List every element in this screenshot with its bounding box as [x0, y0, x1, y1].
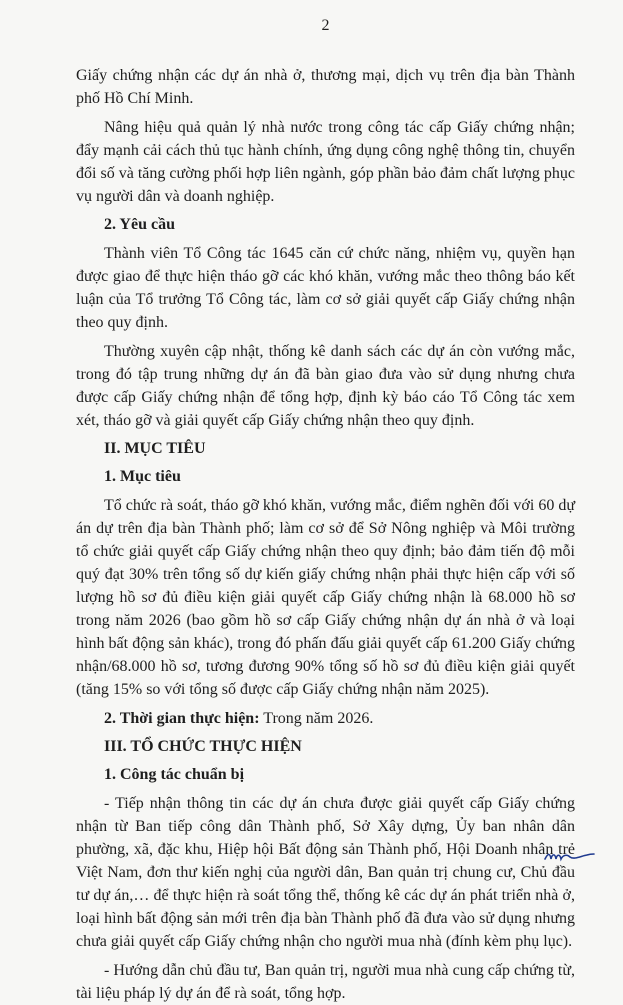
paragraph-regular-updates: Thường xuyên cập nhật, thống kê danh sách các dự án còn vướng mắc, trong đó tập trung những dự án đã bàn giao đưa vào sử dụng nhưng chưa được cấp Giấy chứng nhận để tổng hợp, định kỳ báo cáo Tổ Công tác xem xét, tháo gỡ và giải quyết cấp Giấy chứng nhận theo quy định. — [76, 343, 575, 429]
timeline-value: Trong năm 2026. — [259, 710, 374, 727]
initials-signature — [543, 845, 595, 867]
page-number: 2 — [321, 17, 330, 34]
paragraph-intro-continued: Giấy chứng nhận các dự án nhà ở, thương mại, dịch vụ trên địa bàn Thành phố Hồ Chí Minh. — [76, 67, 575, 107]
heading-section-objectives: II. MỤC TIÊU — [104, 440, 206, 457]
paragraph-guidance: - Hướng dẫn chủ đầu tư, Ban quản trị, người mua nhà cung cấp chứng từ, tài liệu pháp lý dự án để rà soát, tổng hợp. — [76, 962, 575, 1002]
heading-requirements: 2. Yêu cầu — [104, 216, 175, 233]
paragraph-objectives-detail: Tổ chức rà soát, tháo gỡ khó khăn, vướng mắc, điểm nghẽn đối với 60 dự án dự trên địa bàn Thành phố; làm cơ sở để Sở Nông nghiệp và Môi trường tổ chức giải quyết cấp Giấy chứng nhận theo quy định; bảo đảm tiến độ mỗi quý đạt 30% trên tổng số dự kiến giấy chứng nhận phải thực hiện cấp với số lượng hồ sơ đủ điều kiện giải quyết cấp Giấy chứng nhận là 68.000 hồ sơ trong năm 2026 (bao gồm hồ sơ cấp Giấy chứng nhận dự án nhà ở và loại hình bất động sản khác), trong đó phấn đấu giải quyết cấp 61.200 Giấy chứng nhận/68.000 hồ sơ, tương đương 90% tổng số hồ sơ đủ điều kiện giải quyết (tăng 15% so với tổng số được cấp Giấy chứng nhận năm 2025). — [76, 497, 575, 698]
heading-section-implementation: III. TỔ CHỨC THỰC HIỆN — [104, 738, 302, 755]
timeline-label: 2. Thời gian thực hiện: — [104, 710, 260, 727]
paragraph-receive-information: - Tiếp nhận thông tin các dự án chưa được giải quyết cấp Giấy chứng nhận từ Ban tiếp công dân Thành phố, Sở Xây dựng, Ủy ban nhân dân phường, xã, đặc khu, Hiệp hội Bất động sản Thành phố, Hội Doanh nhân trẻ Việt Nam, đơn thư kiến nghị của người dân, Ban quản trị chung cư, Chủ đầu tư dự án,… để thực hiện rà soát tổng thể, thống kê các dự án phát triển nhà ở, loại hình bất động sản mới trên địa bàn Thành phố đã đưa vào sử dụng nhưng chưa giải quyết cấp Giấy chứng nhận cho người mua nhà (đính kèm phụ lục). — [76, 795, 575, 950]
paragraph-timeline — [76, 707, 575, 730]
paragraph-efficiency: Nâng hiệu quả quản lý nhà nước trong công tác cấp Giấy chứng nhận; đẩy mạnh cải cách thủ tục hành chính, ứng dụng công nghệ thông tin, chuyển đổi số và tăng cường phối hợp liên ngành, góp phần bảo đảm chất lượng phục vụ người dân và doanh nghiệp. — [76, 119, 575, 205]
paragraph-task-force-members: Thành viên Tổ Công tác 1645 căn cứ chức năng, nhiệm vụ, quyền hạn được giao để thực hiện tháo gỡ các khó khăn, vướng mắc theo thông báo kết luận của Tổ trưởng Tổ Công tác, làm cơ sở giải quyết cấp Giấy chứng nhận theo quy định. — [76, 245, 575, 331]
heading-objectives: 1. Mục tiêu — [104, 468, 181, 485]
heading-preparation: 1. Công tác chuẩn bị — [104, 766, 245, 783]
